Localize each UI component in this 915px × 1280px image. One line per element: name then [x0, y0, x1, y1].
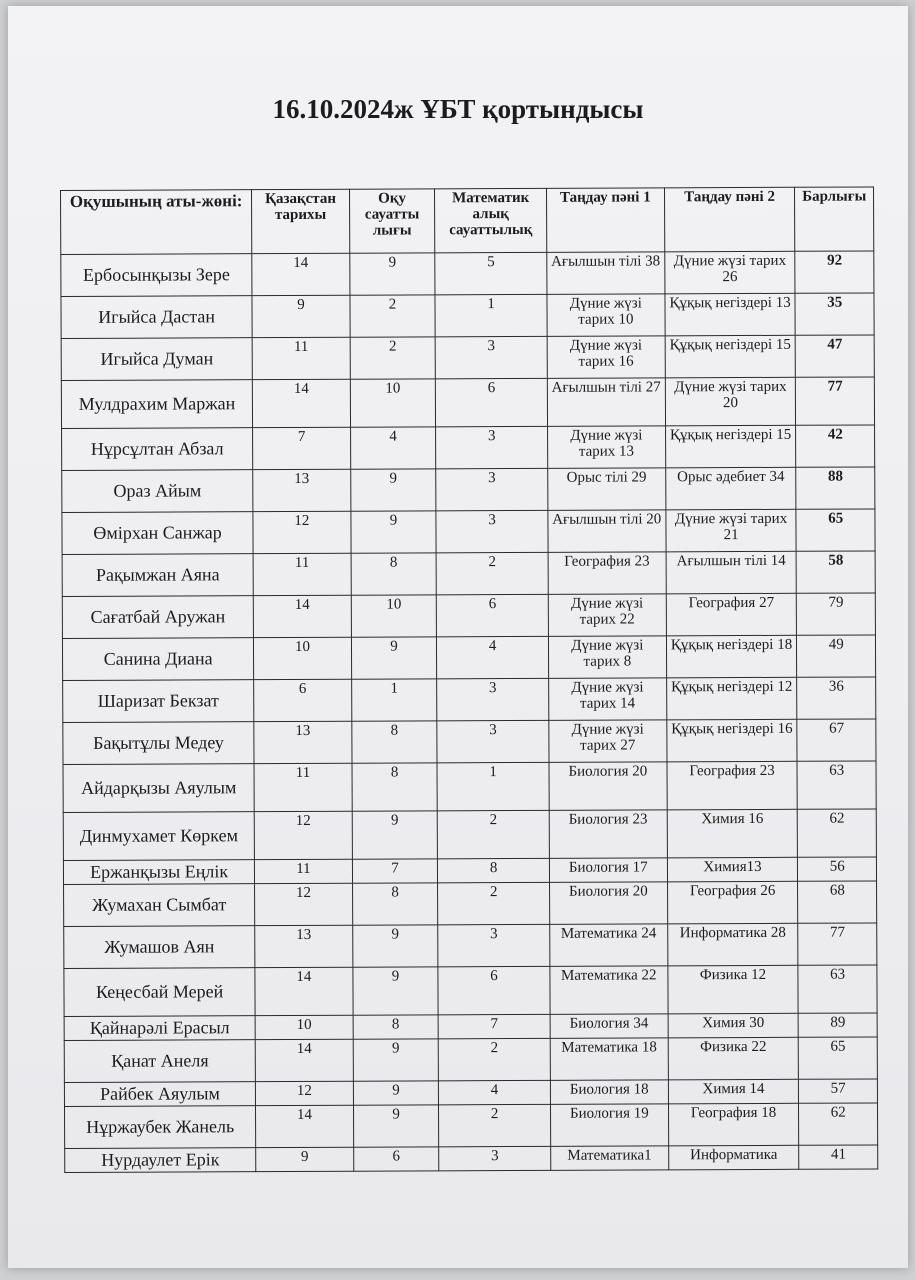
student-name: Нурдаулет Ерік: [65, 1147, 256, 1172]
table-row: [63, 677, 876, 723]
elective1-score: География 23: [548, 552, 666, 595]
elective1-score: Биология 34: [550, 1014, 668, 1038]
elective2-score: Дүние жүзі тарих 21: [666, 509, 797, 552]
elective2-score: Химия 30: [668, 1013, 799, 1037]
total-score: 36: [797, 677, 876, 719]
table-row: [62, 593, 875, 639]
elective1-score: Дүние жүзі тарих 27: [549, 720, 667, 763]
total-score: 62: [799, 1103, 878, 1145]
elective1-score: Биология 20: [549, 762, 667, 811]
total-score: 92: [795, 251, 874, 293]
math-score: 2: [438, 882, 550, 924]
table-row: [64, 965, 877, 1017]
math-score: 8: [438, 858, 550, 882]
math-score: 3: [436, 426, 548, 468]
total-score: 65: [799, 1037, 878, 1079]
history-score: 11: [253, 553, 351, 595]
history-score: 14: [256, 1105, 354, 1147]
total-score: 63: [797, 761, 876, 809]
student-name: Өмірхан Санжар: [62, 512, 253, 555]
reading-score: 1: [351, 679, 437, 721]
elective2-score: География 27: [666, 593, 797, 636]
elective2-score: География 18: [668, 1103, 799, 1146]
history-score: 11: [255, 859, 353, 883]
reading-score: 9: [352, 925, 438, 967]
total-score: 77: [796, 377, 875, 425]
elective1-score: Биология 20: [549, 882, 667, 925]
elective1-score: Биология 19: [550, 1104, 668, 1147]
history-score: 14: [253, 595, 351, 637]
math-score: 7: [438, 1014, 550, 1038]
header-history: Қазақстан тарихы: [252, 189, 350, 253]
math-score: 2: [439, 1104, 551, 1146]
header-subject2: Таңдау пәні 2: [664, 187, 795, 252]
math-score: 6: [438, 966, 550, 1014]
table-row: [63, 809, 876, 861]
reading-score: 9: [351, 511, 437, 553]
total-score: 57: [799, 1079, 878, 1103]
elective2-score: Орыс әдебиет 34: [665, 467, 796, 510]
reading-score: 9: [350, 469, 436, 511]
student-name: Сағатбай Аружан: [62, 596, 253, 639]
table-row: [64, 881, 877, 927]
history-score: 12: [256, 1081, 354, 1105]
reading-score: 2: [350, 337, 436, 379]
table-row: [64, 1079, 877, 1106]
student-name: Динмухамет Көркем: [63, 812, 254, 861]
reading-score: 6: [353, 1147, 439, 1171]
elective1-score: Математика 24: [550, 924, 668, 967]
table-row: [61, 293, 874, 339]
header-row: [61, 187, 874, 255]
history-score: 14: [253, 379, 351, 427]
elective2-score: Ағылшын тілі 14: [666, 551, 797, 594]
table-row: [65, 1145, 878, 1173]
math-score: 2: [436, 552, 548, 594]
elective1-score: Дүние жүзі тарих 13: [547, 426, 665, 469]
math-score: 3: [436, 510, 548, 552]
elective1-score: Дүние жүзі тарих 14: [549, 678, 667, 721]
reading-score: 9: [352, 811, 438, 859]
student-name: Жумахан Сымбат: [64, 884, 255, 927]
math-score: 5: [435, 252, 547, 294]
total-score: 62: [798, 809, 877, 857]
reading-score: 9: [353, 1039, 439, 1081]
reading-score: 9: [353, 1105, 439, 1147]
elective2-score: Химия 16: [667, 809, 798, 858]
reading-score: 2: [350, 295, 436, 337]
header-math: Математик алық сауаттылық: [435, 188, 547, 252]
elective1-score: Биология 17: [549, 858, 667, 882]
student-name: Айдарқызы Аяулым: [63, 764, 254, 813]
total-score: 58: [797, 551, 876, 593]
header-name: Оқушының аты-жөні:: [61, 190, 252, 255]
student-name: Жумашов Аян: [64, 926, 255, 969]
student-name: Нұржаубек Жанель: [64, 1105, 255, 1148]
history-score: 9: [256, 1147, 354, 1171]
student-name: Санина Диана: [62, 638, 253, 681]
history-score: 10: [255, 1015, 353, 1039]
history-score: 12: [255, 883, 353, 925]
table-row: [64, 1103, 877, 1149]
math-score: 3: [437, 678, 549, 720]
total-score: 47: [796, 335, 875, 377]
student-name: Бақытұлы Медеу: [63, 722, 254, 765]
elective1-score: Биология 23: [549, 810, 667, 859]
table-row: [62, 509, 875, 555]
student-name: Ораз Айым: [62, 470, 253, 513]
reading-score: 7: [352, 859, 438, 883]
history-score: 11: [254, 763, 352, 811]
table-row: [64, 1037, 877, 1083]
elective1-score: Дүние жүзі тарих 8: [548, 636, 666, 679]
math-score: 4: [439, 1080, 551, 1104]
elective2-score: География 23: [667, 761, 798, 810]
student-name: Кеңесбай Мерей: [64, 968, 255, 1017]
elective1-score: Дүние жүзі тарих 16: [547, 336, 665, 379]
total-score: 35: [795, 293, 874, 335]
elective2-score: Құқық негіздері 12: [666, 677, 797, 720]
math-score: 6: [436, 378, 548, 426]
table-row: [61, 251, 874, 297]
reading-score: 8: [353, 1015, 439, 1039]
history-score: 14: [255, 1039, 353, 1081]
math-score: 3: [435, 336, 547, 378]
elective1-score: Ағылшын тілі 38: [547, 252, 665, 295]
elective1-score: Биология 18: [550, 1080, 668, 1104]
elective2-score: Құқық негіздері 15: [665, 335, 796, 378]
elective2-score: Физика 22: [668, 1037, 799, 1080]
page-title: 16.10.2024ж ҰБТ қортындысы: [272, 94, 644, 124]
elective2-score: Дүние жүзі тарих 20: [665, 377, 796, 426]
student-name: Мулдрахим Маржан: [61, 380, 252, 429]
table-row: [63, 761, 876, 813]
table-row: [64, 923, 877, 969]
table-row: [64, 1013, 877, 1040]
student-name: Райбек Аяулым: [64, 1081, 255, 1106]
reading-score: 4: [350, 427, 436, 469]
table-row: [61, 335, 874, 381]
elective1-score: Дүние жүзі тарих 22: [548, 594, 666, 637]
math-score: 4: [437, 636, 549, 678]
elective1-score: Математика1: [551, 1146, 669, 1171]
results-table: [60, 186, 878, 1172]
elective2-score: География 26: [667, 881, 798, 924]
history-score: 14: [252, 253, 350, 295]
history-score: 13: [255, 925, 353, 967]
total-score: 56: [798, 857, 877, 881]
elective2-score: Құқық негіздері 15: [665, 425, 796, 468]
reading-score: 8: [352, 763, 438, 811]
elective2-score: Химия 14: [668, 1079, 799, 1103]
elective1-score: Ағылшын тілі 27: [547, 378, 665, 427]
table-row: [63, 719, 876, 765]
math-score: 2: [437, 810, 549, 858]
math-score: 2: [438, 1038, 550, 1080]
math-score: 3: [437, 720, 549, 762]
reading-score: 10: [350, 379, 436, 427]
total-score: 88: [796, 467, 875, 509]
total-score: 77: [798, 923, 877, 965]
student-name: Қайнарәлі Ерасыл: [64, 1016, 255, 1041]
elective1-score: Дүние жүзі тарих 10: [547, 294, 665, 337]
table-row: [62, 551, 875, 597]
elective1-score: Математика 22: [550, 966, 668, 1015]
history-score: 11: [252, 337, 350, 379]
reading-score: 9: [351, 637, 437, 679]
header-total: Барлығы: [795, 187, 874, 251]
reading-score: 9: [350, 253, 436, 295]
student-name: Шаризат Бекзат: [63, 680, 254, 723]
elective1-score: Математика 18: [550, 1038, 668, 1081]
elective2-score: Құқық негіздері 13: [665, 293, 796, 336]
elective2-score: Информатика 28: [667, 923, 798, 966]
elective2-score: Информатика: [668, 1145, 799, 1170]
history-score: 7: [253, 427, 351, 469]
header-subject1: Таңдау пәні 1: [546, 188, 664, 253]
total-score: 41: [799, 1145, 878, 1169]
student-name: Игыйса Дастан: [61, 296, 252, 339]
total-score: 49: [797, 635, 876, 677]
total-score: 65: [796, 509, 875, 551]
elective2-score: Физика 12: [668, 965, 799, 1014]
reading-score: 8: [352, 883, 438, 925]
table-row: [63, 857, 876, 884]
math-score: 6: [437, 594, 549, 636]
student-name: Ержанқызы Еңлік: [63, 860, 254, 885]
history-score: 14: [255, 967, 353, 1015]
history-score: 9: [252, 295, 350, 337]
math-score: 3: [436, 468, 548, 510]
elective2-score: Дүние жүзі тарих 26: [664, 251, 795, 294]
student-name: Ербосынқызы Зере: [61, 254, 252, 297]
elective1-score: Орыс тілі 29: [548, 468, 666, 511]
header-reading: Оқу сауатты лығы: [349, 189, 435, 253]
math-score: 1: [435, 294, 547, 336]
math-score: 1: [437, 762, 549, 810]
reading-score: 10: [351, 595, 437, 637]
elective1-score: Ағылшын тілі 20: [548, 510, 666, 553]
student-name: Нұрсұлтан Абзал: [62, 428, 253, 471]
history-score: 10: [254, 637, 352, 679]
elective2-score: Химия13: [667, 857, 798, 881]
math-score: 3: [438, 924, 550, 966]
table-row: [62, 467, 875, 513]
math-score: 3: [439, 1146, 551, 1170]
total-score: 68: [798, 881, 877, 923]
table-row: [61, 377, 874, 429]
history-score: 13: [254, 721, 352, 763]
table-row: [62, 635, 875, 681]
table-row: [62, 425, 875, 471]
elective2-score: Құқық негіздері 18: [666, 635, 797, 678]
history-score: 12: [254, 811, 352, 859]
total-score: 89: [799, 1013, 878, 1037]
total-score: 67: [797, 719, 876, 761]
student-name: Рақымжан Аяна: [62, 554, 253, 597]
reading-score: 8: [351, 553, 437, 595]
history-score: 13: [253, 469, 351, 511]
history-score: 12: [253, 511, 351, 553]
elective2-score: Құқық негіздері 16: [666, 719, 797, 762]
total-score: 63: [798, 965, 877, 1013]
total-score: 42: [796, 425, 875, 467]
reading-score: 8: [352, 721, 438, 763]
student-name: Қанат Анеля: [64, 1039, 255, 1082]
paper-sheet: [8, 6, 908, 1268]
reading-score: 9: [353, 1081, 439, 1105]
student-name: Игыйса Думан: [61, 338, 252, 381]
total-score: 79: [797, 593, 876, 635]
history-score: 6: [254, 679, 352, 721]
reading-score: 9: [353, 967, 439, 1015]
